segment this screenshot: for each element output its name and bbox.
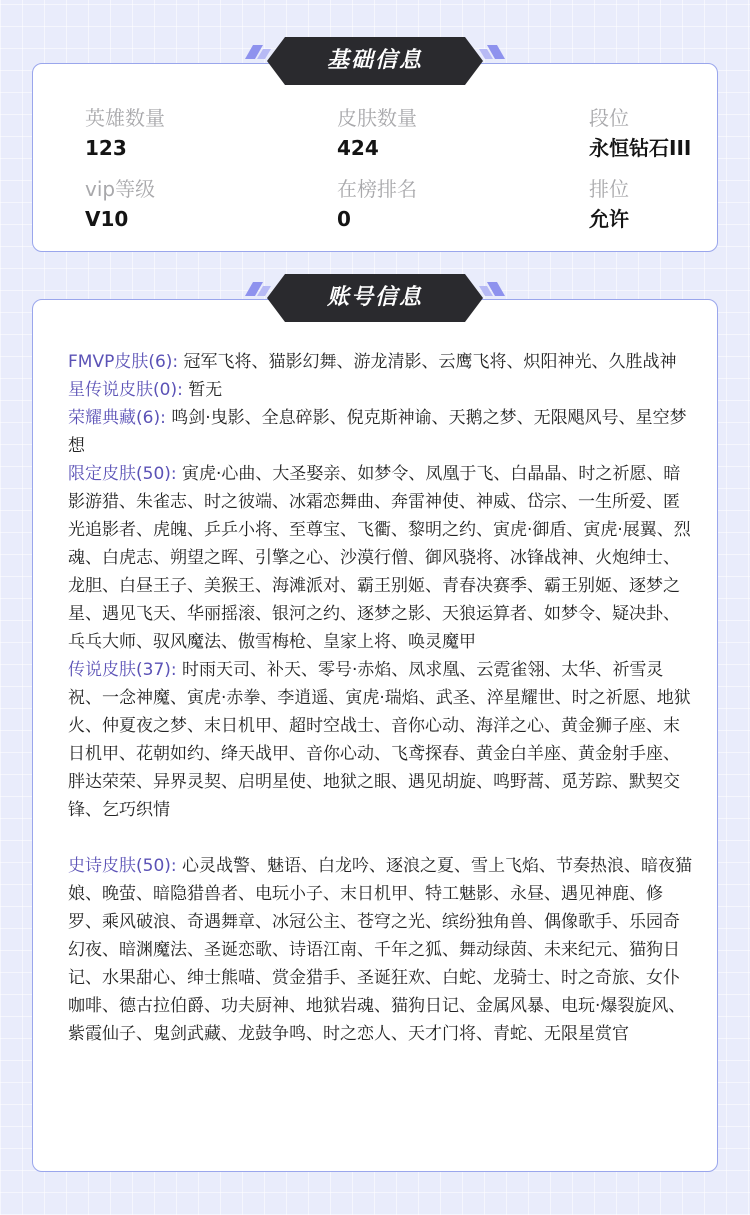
category-label: 星传说皮肤(0): [68,380,183,400]
category-label: 荣耀典藏(6): [68,408,166,428]
stat-value: V10 [85,207,129,231]
stat-label: 排位 [589,177,629,201]
category-items: 心灵战警、魅语、白龙吟、逐浪之夏、雪上飞焰、节奏热浪、暗夜猫娘、晚萤、暗隐猎兽者、电玩小子、末日机甲、特工魅影、永昼、遇见神鹿、修罗、乘风破浪、奇遇舞章、冰冠公主、苍穹之光、缤纷独角兽、偶像歌手、乐园奇幻夜、暗渊魔法、圣诞恋歌、诗语江南、千年之狐、舞动绿茵、未来纪元、猫狗日记、水果甜心、绅士熊喵、赏金猎手、圣诞狂欢、白蛇、龙骑士、时之奇旅、女仆咖啡、德古拉伯爵、功夫厨神、地狱岩魂、猫狗日记、金属风暴、电玩·爆裂旋风、紫霞仙子、鬼剑武藏、龙鼓争鸣、时之恋人、天才门将、青蛇、无限星赏官 [68,856,693,1044]
category-items: 时雨天司、补天、零号·赤焰、凤求凰、云霓雀翎、太华、祈雪灵祝、一念神魔、寅虎·赤拳、李逍遥、寅虎·瑞焰、武圣、淬星耀世、时之祈愿、地狱火、仲夏夜之梦、末日机甲、超时空战士、音你心动、海洋之心、黄金狮子座、末日机甲、花朝如约、绛天战甲、音你心动、飞鸢探春、黄金白羊座、黄金射手座、胖达荣荣、异界灵契、启明星使、地狱之眼、遇见胡旋、鸣野蒿、觅芳踪、默契交锋、乞巧织情 [68,660,691,820]
category-label: 史诗皮肤(50): [68,856,177,876]
category-label: 传说皮肤(37): [68,660,177,680]
stat-leaderboard-rank [337,174,417,234]
category-items: 冠军飞将、猫影幻舞、游龙清影、云鹰飞将、炽阳神光、久胜战神 [183,352,677,372]
stat-label: 在榜排名 [337,177,417,201]
skin-list [68,348,694,1048]
category-label: 限定皮肤(50): [68,464,177,484]
stat-value: 永恒钻石III [589,136,692,160]
stat-ranked-allowed [589,174,629,234]
skin-category-fmvp [68,348,694,376]
skin-category-glory [68,404,694,460]
skin-category-epic [68,852,694,1048]
stat-skin-count [337,103,417,163]
stat-value: 123 [85,136,127,160]
stat-label: 皮肤数量 [337,106,417,130]
basic-info-banner [245,37,505,85]
stat-label: 英雄数量 [85,106,165,130]
stat-vip-level [85,174,155,234]
category-items: 寅虎·心曲、大圣娶亲、如梦令、凤凰于飞、白晶晶、时之祈愿、暗影游猎、朱雀志、时之彼端、冰霜恋舞曲、奔雷神使、神威、岱宗、一生所爱、匿光追影者、虎魄、乒乒小将、至尊宝、飞衢、黎明之约、寅虎·御盾、寅虎·展翼、烈魂、白虎志、朔望之晖、引擎之心、沙漠行僧、御风骁将、冰锋战神、火炮绅士、龙胆、白昼王子、美猴王、海滩派对、霸王别姬、青春决赛季、霸王别姬、逐梦之星、遇见飞天、华丽摇滚、银河之约、逐梦之影、天狼运算者、如梦令、疑决卦、乓乓大师、驭风魔法、傲雪梅枪、皇家上将、唤灵魔甲 [68,464,691,652]
stat-label: vip等级 [85,177,156,201]
category-label: FMVP皮肤(6): [68,352,179,372]
skin-category-legend [68,656,694,824]
basic-info-title: 基础信息 [326,48,423,73]
account-info-banner [245,274,505,322]
skin-category-limited [68,460,694,656]
category-items: 鸣剑·曳影、全息碎影、倪克斯神谕、天鹅之梦、无限飓风号、星空梦想 [68,408,687,456]
stat-value: 允许 [589,207,629,231]
account-info-title: 账号信息 [326,285,423,310]
stat-value: 424 [337,136,379,160]
stat-rank-tier [589,103,691,163]
skin-category-star-legend [68,376,694,404]
category-items: 暂无 [188,380,223,400]
stat-hero-count [85,103,165,163]
stat-value: 0 [337,207,351,231]
stat-label: 段位 [589,106,629,130]
